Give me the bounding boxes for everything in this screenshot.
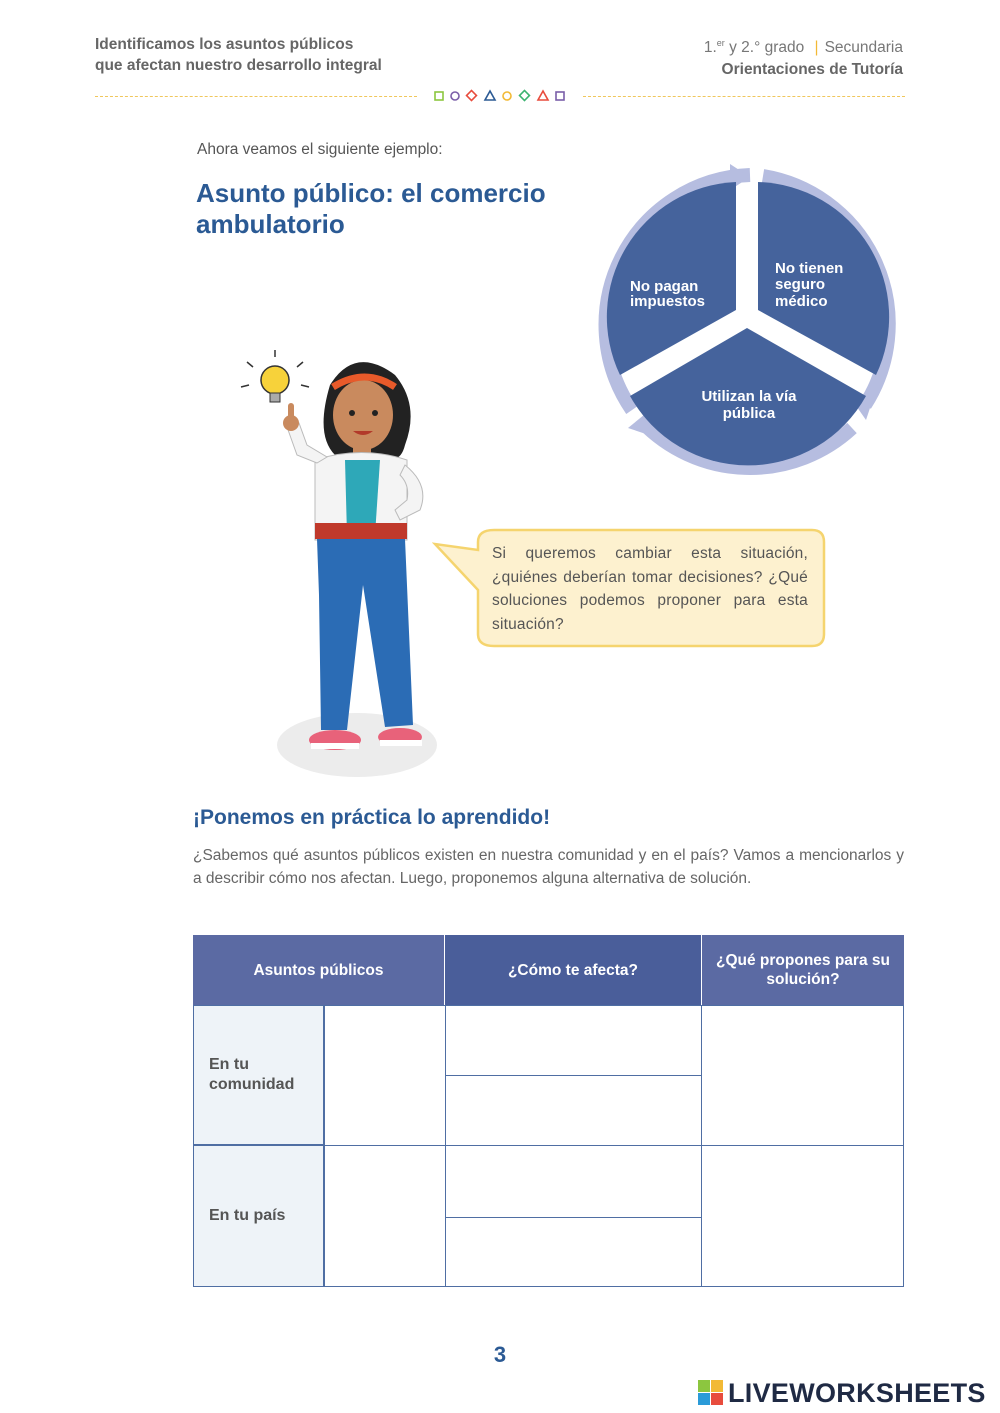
cycle-diagram: [590, 160, 920, 490]
header-asuntos: Asuntos públicos: [193, 935, 444, 1005]
page-title: [196, 178, 616, 240]
header-propuesta: ¿Qué propones para su solución?: [702, 935, 904, 1005]
header-title-line2: que afectan nuestro desarrollo integral: [95, 57, 382, 74]
header-como-afecta: ¿Cómo te afecta?: [445, 935, 701, 1005]
watermark-text: LIVEWORKSHEETS: [728, 1377, 986, 1408]
cell-comunidad-solucion[interactable]: [701, 1005, 904, 1146]
cycle-bottom-line2: pública: [722, 405, 776, 422]
cell-pais-afecta-1[interactable]: [445, 1145, 702, 1218]
header-grade-info: [704, 32, 903, 81]
header-course-title: [95, 34, 382, 76]
cell-pais-afecta-2[interactable]: [445, 1217, 702, 1287]
grade-prefix: 1.: [703, 39, 717, 57]
header-divider-right: [583, 96, 905, 97]
row-label-pais: [193, 1145, 324, 1287]
girl-illustration: [235, 345, 465, 785]
cell-comunidad-asunto[interactable]: [324, 1005, 446, 1146]
grade-rest: y 2.° grado: [724, 39, 805, 57]
cycle-right-line2: seguro: [775, 276, 826, 293]
decorative-shapes-icon: [433, 89, 568, 103]
header-level: Secundaria: [824, 39, 903, 57]
header-divider-left: [95, 96, 417, 97]
cycle-right-line3: médico: [775, 293, 828, 310]
row-label-comunidad: [193, 1005, 324, 1145]
public-issues-table: [193, 935, 904, 1287]
header-subtitle: Orientaciones de Tutoría: [721, 61, 903, 79]
practice-paragraph: ¿Sabemos qué asuntos públicos existen en nuestra comunidad y en el país? Vamos a mencionarlos y a describir cómo nos afectan. Luego, proponemos alguna alternativa de solución.: [193, 847, 904, 888]
row1-label-line2: comunidad: [209, 1076, 295, 1093]
row2-label-line1: En tu país: [209, 1207, 286, 1224]
title-line1: Asunto público: el comercio: [196, 178, 546, 208]
cell-comunidad-afecta-1[interactable]: [445, 1005, 702, 1076]
header-title-line1: Identificamos los asuntos públicos: [95, 36, 354, 53]
liveworksheets-logo-icon: [698, 1380, 724, 1406]
practice-title: ¡Ponemos en práctica lo aprendido!: [193, 806, 551, 829]
header-separator: |: [814, 39, 819, 57]
grade-sup: er: [716, 38, 725, 48]
row1-label-line1: En tu: [209, 1056, 249, 1073]
cycle-left-line2: impuestos: [630, 293, 706, 310]
lightbulb-icon: [241, 350, 309, 402]
title-line2: ambulatorio: [196, 209, 345, 239]
page-number: 3: [493, 1342, 507, 1367]
cycle-bottom-line1: Utilizan la vía: [701, 388, 797, 405]
intro-text: Ahora veamos el siguiente ejemplo:: [197, 141, 443, 158]
cell-pais-solucion[interactable]: [701, 1145, 904, 1287]
cycle-right-line1: No tienen: [775, 260, 844, 277]
liveworksheets-logo: [698, 1378, 986, 1408]
speech-bubble-text: Si queremos cambiar esta situación, ¿quiénes deberían tomar decisiones? ¿Qué soluciones podemos proponer para esta situación?: [492, 545, 808, 633]
cell-comunidad-afecta-2[interactable]: [445, 1075, 702, 1146]
cell-pais-asunto[interactable]: [324, 1145, 446, 1287]
cycle-left-line1: No pagan: [630, 278, 699, 295]
